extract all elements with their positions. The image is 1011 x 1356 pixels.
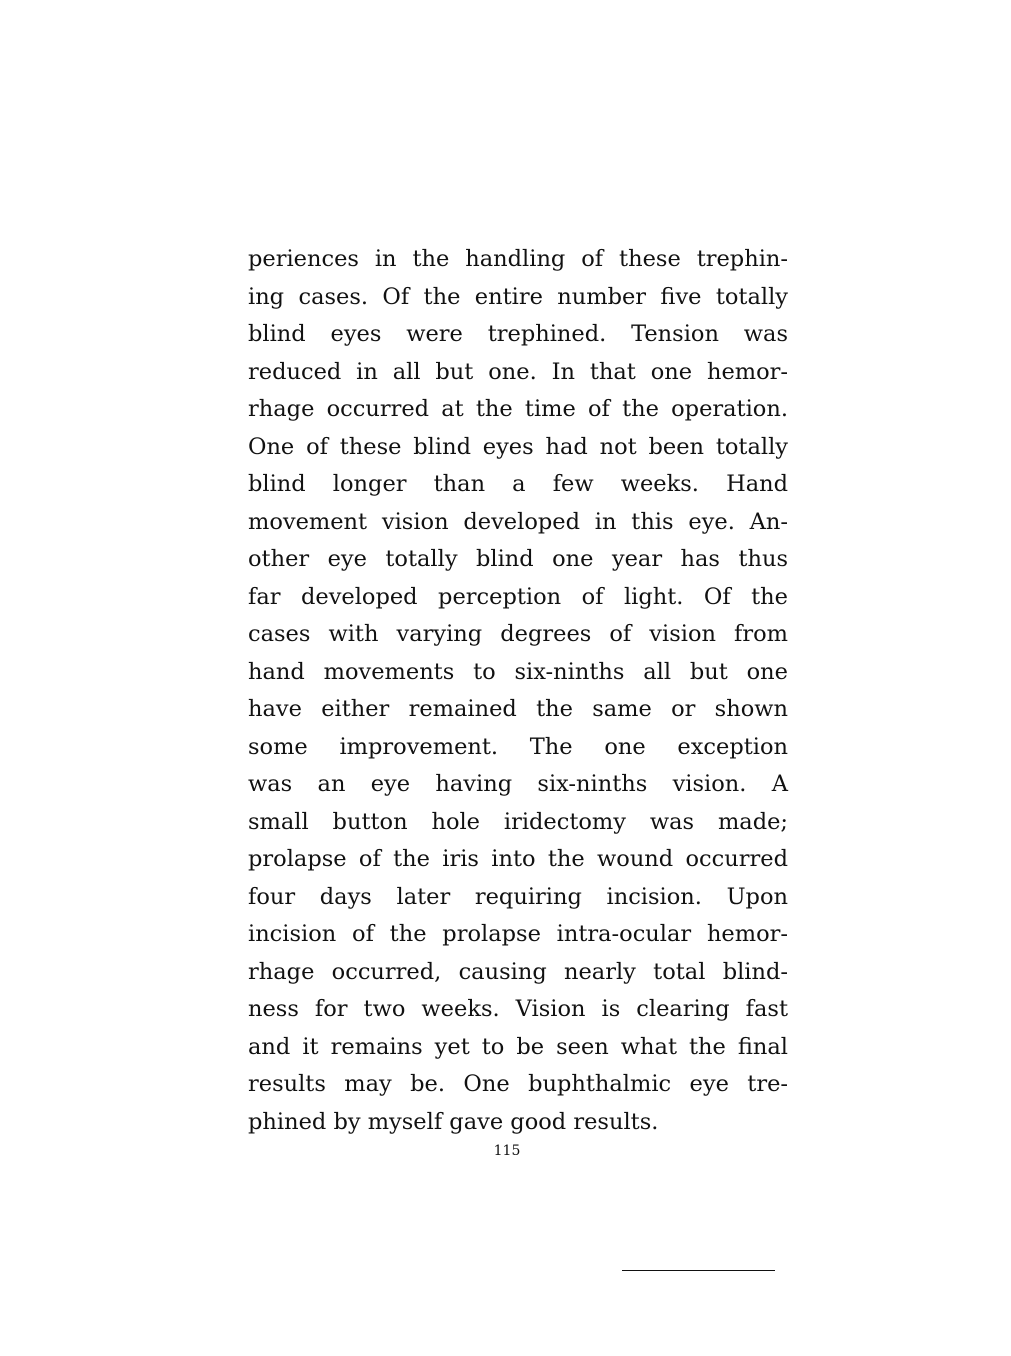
text-line: rhage occurred, causing nearly total blind-	[248, 958, 788, 985]
text-line: periences in the handling of these trephin-	[248, 246, 788, 272]
body-paragraph	[248, 241, 788, 1141]
text-line: results may be. One buphthalmic eye tre-	[248, 1071, 788, 1097]
text-line: ness for two weeks. Vision is clearing fast	[248, 996, 788, 1022]
text-line: other eye totally blind one year has thus	[248, 546, 788, 572]
text-line: far developed perception of light. Of the	[248, 583, 788, 610]
text-line: reduced in all but one. In that one hemor-	[248, 358, 788, 385]
text-line: blind longer than a few weeks. Hand	[248, 471, 788, 497]
text-line: One of these blind eyes had not been totally	[248, 433, 788, 460]
text-line: was an eye having six-ninths vision. A	[248, 771, 788, 797]
text-line: have either remained the same or shown	[248, 696, 788, 722]
text-line: small button hole iridectomy was made;	[248, 808, 788, 835]
text-line: incision of the prolapse intra-ocular hemor-	[248, 921, 788, 947]
page-number: 115	[493, 1143, 521, 1159]
text-line: and it remains yet to be seen what the final	[248, 1033, 788, 1060]
text-line: ing cases. Of the entire number five totally	[248, 283, 788, 310]
text-line: some improvement. The one exception	[248, 733, 788, 760]
text-line: phined by myself gave good results.	[248, 1108, 659, 1135]
text-line: hand movements to six-ninths all but one	[248, 658, 788, 685]
text-line: four days later requiring incision. Upon	[248, 883, 788, 910]
text-line: movement vision developed in this eye. An-	[248, 508, 788, 535]
text-line: rhage occurred at the time of the operation.	[248, 396, 788, 422]
text-line: cases with varying degrees of vision from	[248, 621, 788, 647]
footer-rule	[622, 1270, 775, 1271]
text-line: prolapse of the iris into the wound occurred	[248, 846, 788, 872]
text-line: blind eyes were trephined. Tension was	[248, 321, 788, 347]
